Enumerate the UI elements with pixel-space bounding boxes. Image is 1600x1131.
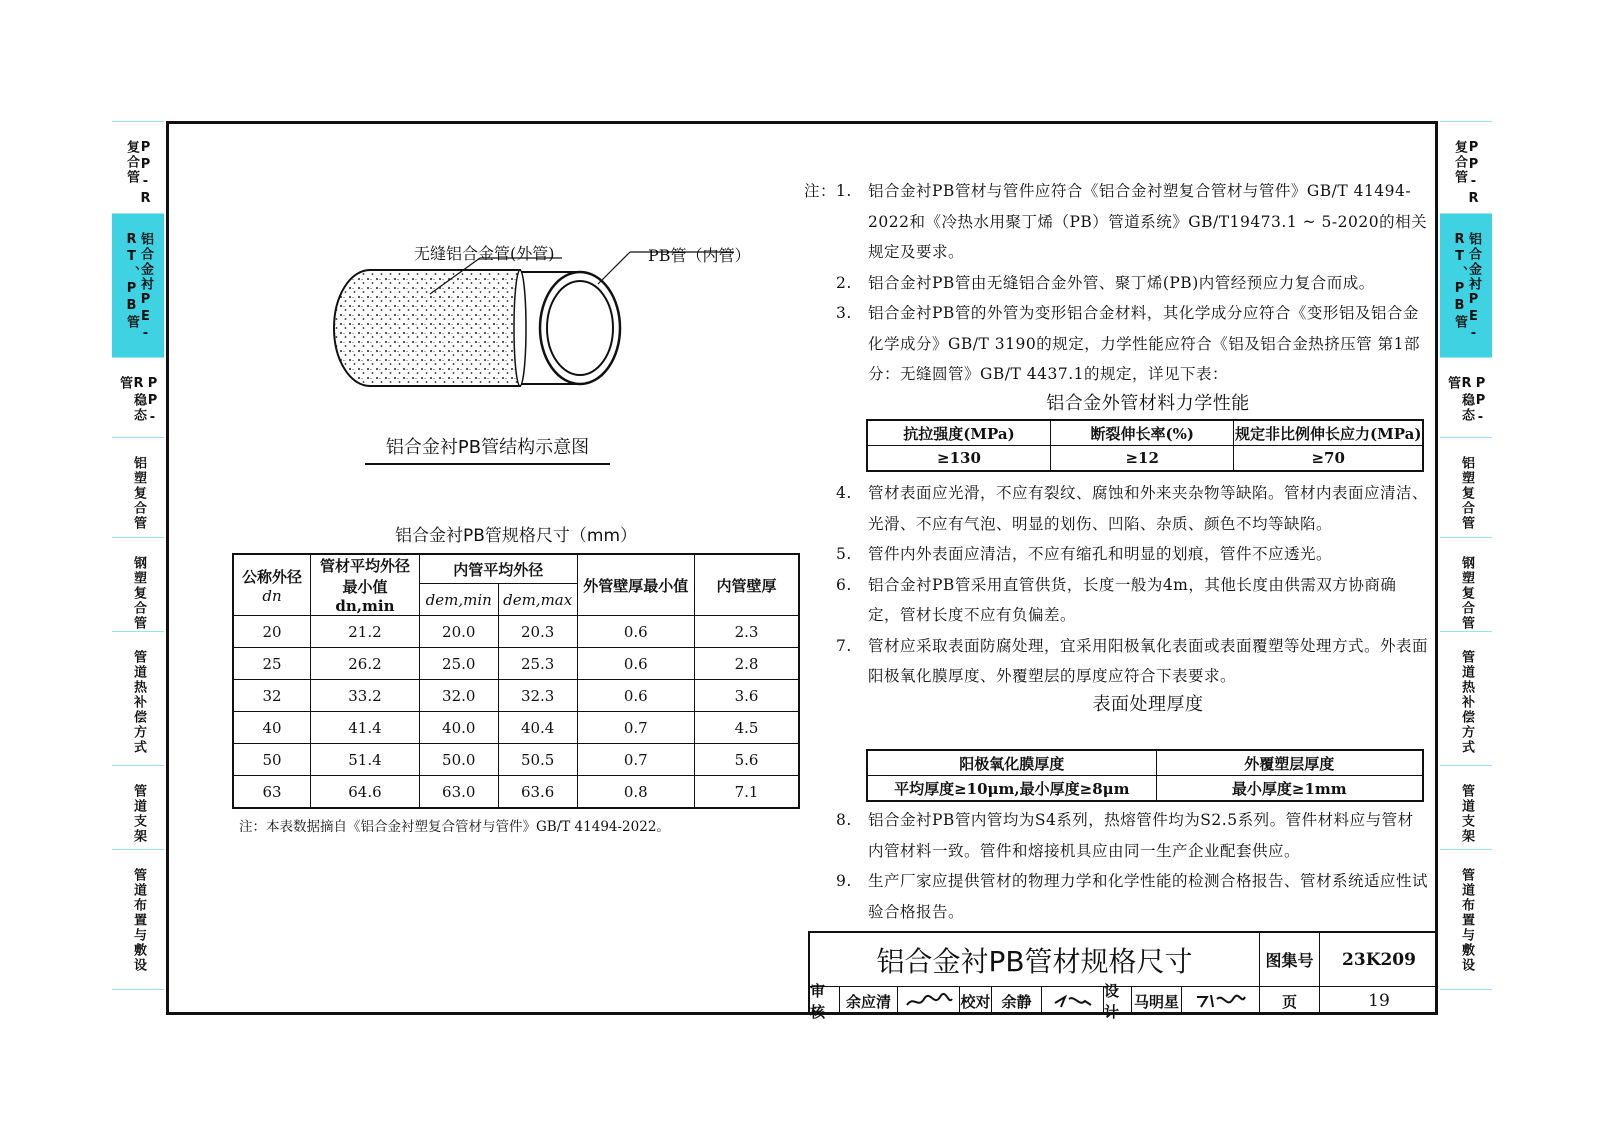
note-1: 注： 1. 铝合金衬PB管材与管件应符合《铝合金衬塑复合管材与管件》GB/T 41494-2022和《冷热水用聚丁烯（PB）管道系统》GB/T19473.1 ~ 5-2020的相关规定及要求。 <box>804 182 1428 261</box>
table-row: 63 64.6 63.0 63.6 0.8 7.1 <box>233 776 799 809</box>
side-tab-thermal-compensation[interactable]: 管道热补偿方式 <box>1440 631 1492 765</box>
header-inner-avg: 内管平均外径 <box>419 554 577 584</box>
side-tab-aluminum-plastic[interactable]: 铝塑复合管 <box>1440 437 1492 537</box>
pipe-end-inner-ring <box>547 281 613 375</box>
side-tab-pipe-support[interactable]: 管道支架 <box>112 765 164 849</box>
note-5: 5. 管件内外表面应清洁，不应有缩孔和明显的划痕，管件不应透光。 <box>836 545 1333 563</box>
table-row: 20 21.2 20.0 20.3 0.6 2.3 <box>233 616 799 648</box>
surface-table-title: 表面处理厚度 <box>1092 693 1204 715</box>
table-row: 50 51.4 50.0 50.5 0.7 5.6 <box>233 744 799 776</box>
note-9: 9. 生产厂家应提供管材的物理力学和化学性能的检测合格报告、管材系统适应性试验合格报告。 <box>836 872 1429 921</box>
side-tab-ppr-stable[interactable]: PP-R稳态管 <box>1440 357 1492 437</box>
header-avg-outer: 管材平均外径 最小值 dn,min <box>311 554 420 616</box>
table-row: 40 41.4 40.0 40.4 0.7 4.5 <box>233 712 799 744</box>
drawing-title: 铝合金衬PB管材规格尺寸 <box>810 933 1260 987</box>
check-label: 校对 <box>960 987 992 1015</box>
outer-pipe-label: 无缝铝合金管(外管) <box>414 244 555 263</box>
spec-table-note: 注：本表数据摘自《铝合金衬塑复合管材与管件》GB/T 41494-2022。 <box>239 819 670 835</box>
side-tab-aluminum-plastic[interactable]: 铝塑复合管 <box>112 437 164 537</box>
notes-section-2 <box>804 478 1428 718</box>
inner-pipe-label: PB管（内管） <box>648 246 751 265</box>
signature-mark <box>1193 991 1249 1011</box>
diagram-caption: 铝合金衬PB管结构示意图 <box>365 433 610 465</box>
side-tab-pipe-support[interactable]: 管道支架 <box>1440 765 1492 849</box>
outer-aluminum-pipe-body <box>334 270 520 386</box>
mech-table-title: 铝合金外管材料力学性能 <box>1046 392 1250 414</box>
review-label: 审核 <box>810 987 840 1015</box>
header-outer-wall: 外管壁厚最小值 <box>577 554 694 616</box>
spec-table <box>232 553 800 809</box>
side-tab-ppr-composite[interactable]: PP-R复合管 <box>112 121 164 213</box>
side-tab-steel-plastic[interactable]: 钢塑复合管 <box>112 537 164 631</box>
reviewer-signature <box>898 987 960 1015</box>
checker-name: 余静 <box>992 987 1042 1015</box>
header-inner-max: dem,max <box>498 584 577 616</box>
page-label: 页 <box>1260 987 1320 1015</box>
checker-signature <box>1042 987 1104 1015</box>
note-2: 2. 铝合金衬PB管由无缝铝合金外管、聚丁烯(PB)内管经预应力复合而成。 <box>836 273 1375 292</box>
title-block <box>808 931 1438 1021</box>
atlas-label: 图集号 <box>1260 933 1320 987</box>
table-row: 25 26.2 25.0 25.3 0.6 2.8 <box>233 648 799 680</box>
right-side-tabs <box>1440 121 1492 990</box>
header-inner-wall: 内管壁厚 <box>695 554 800 616</box>
note-7: 7. 管材应采取表面防腐处理，宜采用阳极氧化表面或表面覆塑等处理方式。外表面阳极氧化膜厚度、外覆塑层的厚度应符合下表要求。 <box>836 636 1429 685</box>
signature-mark <box>1051 991 1095 1011</box>
spec-table-title: 铝合金衬PB管规格尺寸（mm） <box>394 526 638 546</box>
side-tab-ppr-composite[interactable]: PP-R复合管 <box>1440 121 1492 213</box>
header-nominal: 公称外径 dn <box>233 554 311 616</box>
side-tab-pipe-layout[interactable]: 管道布置与敷设 <box>112 849 164 989</box>
note-8: 8. 铝合金衬PB管内管均为S4系列，热熔管件均为S2.5系列。管件材料应与管材内管材料一致。管件和熔接机具应由同一生产企业配套供应。 <box>836 811 1414 860</box>
note-3: 3. 铝合金衬PB管的外管为变形铝合金材料，其化学成分应符合《变形铝及铝合金化学成分》GB/T 3190的规定，力学性能应符合《铝及铝合金热挤压管 第1部分：无缝圆管》GB/T 4437.1的规定，详见下表： <box>836 304 1420 383</box>
page-number: 19 <box>1368 991 1390 1011</box>
side-tab-ppr-stable[interactable]: PP-R稳态管 <box>112 357 164 437</box>
design-label: 设计 <box>1104 987 1132 1015</box>
header-inner-min: dem,min <box>419 584 498 616</box>
side-tab-steel-plastic[interactable]: 钢塑复合管 <box>1440 537 1492 631</box>
side-tab-thermal-compensation[interactable]: 管道热补偿方式 <box>112 631 164 765</box>
designer-signature <box>1182 987 1260 1015</box>
side-tab-aluminum-lined[interactable]: 铝合金衬PE-RT、PB管 <box>1440 213 1492 357</box>
mech-properties-table: 抗拉强度(MPa) 断裂伸长率(%) 规定非比例伸长应力(MPa) ≥130 ≥12 ≥70 <box>866 419 1424 472</box>
note-4: 4. 管材表面应光滑，不应有裂纹、腐蚀和外来夹杂物等缺陷。管材内表面应清洁、光滑、不应有气泡、明显的划伤、凹陷、杂质、颜色不均等缺陷。 <box>836 484 1429 533</box>
left-side-tabs <box>112 121 164 990</box>
designer-name: 马明星 <box>1132 987 1182 1015</box>
notes-section-3 <box>804 805 1428 927</box>
side-tab-pipe-layout[interactable]: 管道布置与敷设 <box>1440 849 1492 989</box>
surface-treatment-table: 阳极氧化膜厚度 外覆塑层厚度 平均厚度≥10μm,最小厚度≥8μm 最小厚度≥1mm <box>866 749 1424 802</box>
notes-section <box>804 176 1428 418</box>
side-tab-aluminum-lined[interactable]: 铝合金衬PE-RT、PB管 <box>112 213 164 357</box>
atlas-number: 23K209 <box>1320 933 1438 987</box>
note-6: 6. 铝合金衬PB管采用直管供货，长度一般为4m，其他长度由供需双方协商确定，管材长度不应有负偏差。 <box>836 575 1397 624</box>
reviewer-name: 余应清 <box>840 987 898 1015</box>
table-row: 32 33.2 32.0 32.3 0.6 3.6 <box>233 680 799 712</box>
signature-mark <box>904 991 954 1011</box>
